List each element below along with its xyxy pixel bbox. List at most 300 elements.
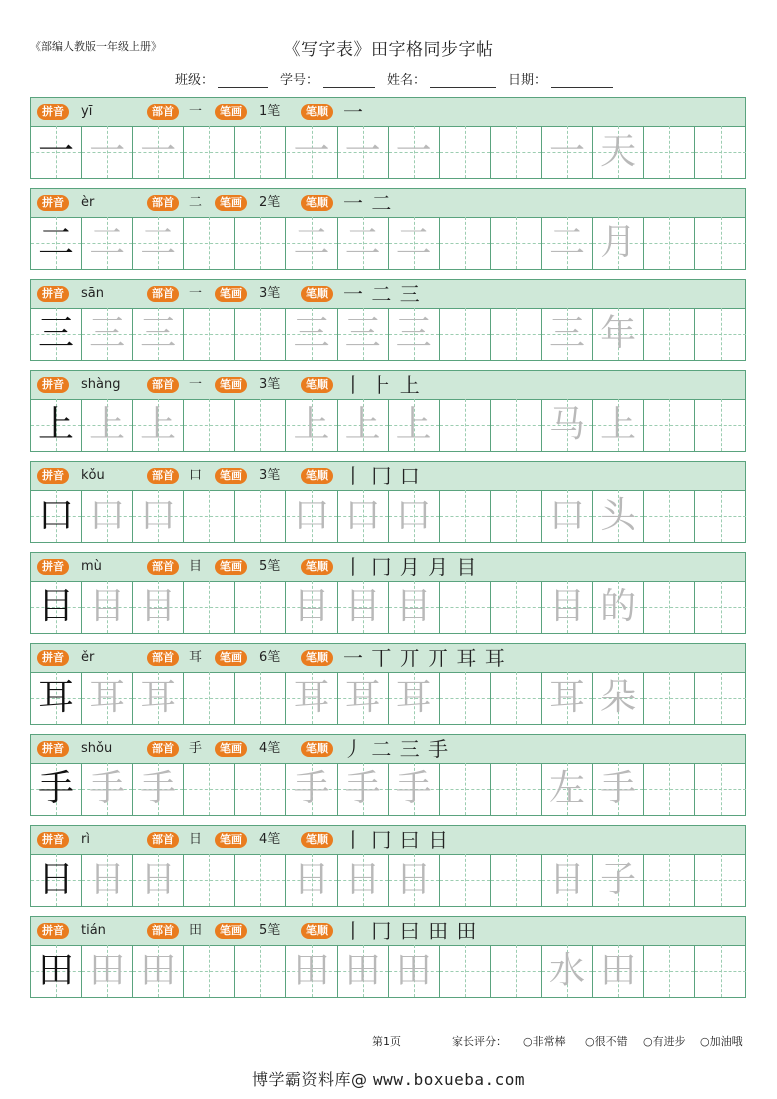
trace-cell[interactable] <box>338 308 389 360</box>
stroke-order-text: 丨 冂 月 月 目 <box>343 555 478 579</box>
trace-cell[interactable] <box>389 217 440 269</box>
writing-cell-empty[interactable] <box>184 126 235 178</box>
pinyin-text: mù <box>81 559 102 574</box>
trace-character: 上 <box>395 404 432 445</box>
tianzige-grid <box>31 854 745 906</box>
model-character-cell[interactable] <box>31 308 82 360</box>
writing-cell-empty[interactable] <box>235 854 286 906</box>
trace-character: 三 <box>89 313 126 354</box>
pinyin-badge: 拼音 <box>37 741 69 757</box>
character-info-header <box>31 553 745 582</box>
model-character: 手 <box>37 768 74 809</box>
writing-cell-empty[interactable] <box>644 490 695 542</box>
stroke-count-badge: 笔画 <box>215 559 247 575</box>
student-info-row <box>175 69 613 88</box>
trace-character: 二 <box>395 222 432 263</box>
character-block <box>30 461 746 543</box>
radical-badge: 部首 <box>147 741 179 757</box>
writing-cell-empty[interactable] <box>440 217 491 269</box>
trace-cell[interactable] <box>82 945 133 997</box>
trace-cell[interactable] <box>338 217 389 269</box>
word-cell[interactable] <box>542 217 593 269</box>
writing-cell-empty[interactable] <box>695 217 746 269</box>
writing-cell-empty[interactable] <box>440 581 491 633</box>
tianzige-grid <box>31 490 745 542</box>
writing-cell-empty[interactable] <box>235 763 286 815</box>
model-character: 口 <box>37 495 74 536</box>
trace-character: 目 <box>293 586 330 627</box>
writing-cell-empty[interactable] <box>184 308 235 360</box>
word-cell[interactable] <box>593 490 644 542</box>
stroke-count-badge: 笔画 <box>215 650 247 666</box>
word-cell[interactable] <box>542 581 593 633</box>
radical-text: 日 <box>189 832 203 847</box>
writing-cell-empty[interactable] <box>440 672 491 724</box>
writing-cell-empty[interactable] <box>644 763 695 815</box>
character-info-header <box>31 917 745 946</box>
writing-cell-empty[interactable] <box>235 945 286 997</box>
word-character: 头 <box>600 495 637 536</box>
trace-cell[interactable] <box>338 581 389 633</box>
writing-cell-empty[interactable] <box>440 126 491 178</box>
model-character: 三 <box>37 313 74 354</box>
word-character: 水 <box>548 950 585 991</box>
writing-cell-empty[interactable] <box>491 672 542 724</box>
writing-cell-empty[interactable] <box>235 490 286 542</box>
trace-cell[interactable] <box>389 399 440 451</box>
trace-character: 三 <box>344 313 381 354</box>
writing-cell-empty[interactable] <box>235 308 286 360</box>
trace-cell[interactable] <box>338 399 389 451</box>
trace-cell[interactable] <box>389 945 440 997</box>
word-cell[interactable] <box>593 581 644 633</box>
name-label: 姓名： <box>387 73 427 88</box>
name-field[interactable] <box>387 69 496 88</box>
trace-cell[interactable] <box>133 672 184 724</box>
trace-character: 一 <box>344 131 381 172</box>
pinyin-badge: 拼音 <box>37 650 69 666</box>
word-cell[interactable] <box>542 945 593 997</box>
character-info-header <box>31 462 745 491</box>
trace-cell[interactable] <box>133 763 184 815</box>
trace-cell[interactable] <box>287 763 338 815</box>
word-character: 的 <box>600 586 637 627</box>
trace-character: 三 <box>395 313 432 354</box>
class-label: 班级： <box>175 73 215 88</box>
trace-cell[interactable] <box>338 490 389 542</box>
trace-character: 耳 <box>140 677 177 718</box>
word-cell[interactable] <box>542 854 593 906</box>
stroke-count-text: 3笔 <box>259 377 281 392</box>
stroke-count-text: 3笔 <box>259 286 281 301</box>
word-character: 手 <box>600 768 637 809</box>
model-character: 二 <box>37 222 74 263</box>
model-character-cell[interactable] <box>31 672 82 724</box>
trace-character: 二 <box>293 222 330 263</box>
character-info-header <box>31 644 745 673</box>
trace-character: 日 <box>140 859 177 900</box>
character-block <box>30 552 746 634</box>
pinyin-badge: 拼音 <box>37 286 69 302</box>
trace-cell[interactable] <box>82 490 133 542</box>
writing-cell-empty[interactable] <box>184 672 235 724</box>
pinyin-text: shǒu <box>81 741 113 756</box>
radical-text: 一 <box>189 104 203 119</box>
word-cell[interactable] <box>593 672 644 724</box>
writing-cell-empty[interactable] <box>491 126 542 178</box>
trace-cell[interactable] <box>82 672 133 724</box>
tianzige-grid <box>31 672 745 724</box>
trace-cell[interactable] <box>338 945 389 997</box>
model-character: 一 <box>37 131 74 172</box>
trace-cell[interactable] <box>389 581 440 633</box>
writing-cell-empty[interactable] <box>184 399 235 451</box>
tianzige-grid <box>31 945 745 997</box>
trace-cell[interactable] <box>389 672 440 724</box>
tianzige-grid <box>31 581 745 633</box>
model-character: 目 <box>37 586 74 627</box>
character-info-header <box>31 826 745 855</box>
trace-character: 手 <box>140 768 177 809</box>
tianzige-grid <box>31 217 745 269</box>
character-block <box>30 279 746 361</box>
pinyin-text: tián <box>81 923 106 938</box>
radical-text: 二 <box>189 195 203 210</box>
stroke-order-badge: 笔顺 <box>301 650 333 666</box>
radical-badge: 部首 <box>147 650 179 666</box>
radical-badge: 部首 <box>147 923 179 939</box>
model-character-cell[interactable] <box>31 763 82 815</box>
writing-cell-empty[interactable] <box>695 581 746 633</box>
site-url: www.boxueba.com <box>373 1070 526 1089</box>
pinyin-text: èr <box>81 195 95 210</box>
writing-cell-empty[interactable] <box>440 854 491 906</box>
radical-text: 口 <box>189 468 203 483</box>
model-character: 田 <box>37 950 74 991</box>
trace-cell[interactable] <box>287 217 338 269</box>
trace-cell[interactable] <box>287 945 338 997</box>
writing-cell-empty[interactable] <box>644 399 695 451</box>
model-character-cell[interactable] <box>31 126 82 178</box>
word-character: 二 <box>548 222 585 263</box>
trace-cell[interactable] <box>389 763 440 815</box>
stroke-count-text: 6笔 <box>259 650 281 665</box>
writing-cell-empty[interactable] <box>184 217 235 269</box>
writing-cell-empty[interactable] <box>491 945 542 997</box>
writing-cell-empty[interactable] <box>235 581 286 633</box>
character-info-header <box>31 189 745 218</box>
pinyin-text: ěr <box>81 650 95 665</box>
word-character: 年 <box>600 313 637 354</box>
stroke-order-badge: 笔顺 <box>301 468 333 484</box>
pinyin-badge: 拼音 <box>37 923 69 939</box>
trace-cell[interactable] <box>389 126 440 178</box>
writing-cell-empty[interactable] <box>235 126 286 178</box>
writing-cell-empty[interactable] <box>235 217 286 269</box>
trace-cell[interactable] <box>389 308 440 360</box>
writing-cell-empty[interactable] <box>644 126 695 178</box>
trace-character: 口 <box>344 495 381 536</box>
trace-cell[interactable] <box>133 581 184 633</box>
trace-character: 日 <box>344 859 381 900</box>
word-cell[interactable] <box>593 945 644 997</box>
writing-cell-empty[interactable] <box>440 308 491 360</box>
page-title: 《写字表》田字格同步字帖 <box>283 40 494 60</box>
word-cell[interactable] <box>542 399 593 451</box>
writing-cell-empty[interactable] <box>491 399 542 451</box>
character-block <box>30 97 746 179</box>
trace-cell[interactable] <box>287 672 338 724</box>
pinyin-badge: 拼音 <box>37 377 69 393</box>
writing-cell-empty[interactable] <box>440 490 491 542</box>
stroke-order-text: 一 二 <box>343 191 393 215</box>
word-cell[interactable] <box>542 490 593 542</box>
stroke-order-badge: 笔顺 <box>301 559 333 575</box>
pinyin-badge: 拼音 <box>37 195 69 211</box>
writing-cell-empty[interactable] <box>440 763 491 815</box>
stroke-count-text: 5笔 <box>259 923 281 938</box>
model-character-cell[interactable] <box>31 399 82 451</box>
word-character: 口 <box>548 495 585 536</box>
trace-cell[interactable] <box>133 399 184 451</box>
stroke-count-text: 3笔 <box>259 468 281 483</box>
trace-cell[interactable] <box>82 854 133 906</box>
trace-cell[interactable] <box>133 217 184 269</box>
radical-text: 耳 <box>189 650 203 665</box>
pinyin-text: kǒu <box>81 468 105 483</box>
radical-badge: 部首 <box>147 104 179 120</box>
radical-badge: 部首 <box>147 377 179 393</box>
writing-cell-empty[interactable] <box>491 854 542 906</box>
stroke-count-badge: 笔画 <box>215 468 247 484</box>
trace-cell[interactable] <box>82 217 133 269</box>
model-character: 耳 <box>37 677 74 718</box>
trace-character: 手 <box>395 768 432 809</box>
stroke-count-badge: 笔画 <box>215 286 247 302</box>
trace-character: 田 <box>140 950 177 991</box>
writing-cell-empty[interactable] <box>695 672 746 724</box>
writing-cell-empty[interactable] <box>695 490 746 542</box>
word-character: 目 <box>548 586 585 627</box>
word-cell[interactable] <box>593 854 644 906</box>
trace-cell[interactable] <box>389 490 440 542</box>
tianzige-grid <box>31 126 745 178</box>
writing-cell-empty[interactable] <box>695 399 746 451</box>
word-character: 日 <box>548 859 585 900</box>
writing-cell-empty[interactable] <box>491 308 542 360</box>
stroke-count-text: 1笔 <box>259 104 281 119</box>
character-block <box>30 916 746 998</box>
stroke-order-text: 丨 冂 曰 日 <box>343 828 450 852</box>
writing-cell-empty[interactable] <box>644 945 695 997</box>
trace-character: 上 <box>140 404 177 445</box>
trace-cell[interactable] <box>338 854 389 906</box>
parent-rating-label: 家长评分： <box>452 1035 507 1048</box>
trace-cell[interactable] <box>287 490 338 542</box>
site-watermark <box>0 1067 777 1090</box>
stroke-count-badge: 笔画 <box>215 741 247 757</box>
trace-cell[interactable] <box>82 126 133 178</box>
trace-character: 手 <box>344 768 381 809</box>
word-cell[interactable] <box>593 763 644 815</box>
trace-character: 口 <box>89 495 126 536</box>
trace-character: 目 <box>89 586 126 627</box>
edition-label: 《部编人教版一年级上册》 <box>30 40 162 53</box>
stroke-count-text: 4笔 <box>259 741 281 756</box>
word-character: 子 <box>600 859 637 900</box>
trace-cell[interactable] <box>82 581 133 633</box>
date-field[interactable] <box>508 69 613 88</box>
trace-cell[interactable] <box>287 854 338 906</box>
student-number-field[interactable] <box>280 69 375 88</box>
trace-character: 耳 <box>293 677 330 718</box>
word-character: 朵 <box>600 677 637 718</box>
model-character-cell[interactable] <box>31 490 82 542</box>
stroke-count-text: 2笔 <box>259 195 281 210</box>
word-cell[interactable] <box>593 308 644 360</box>
rating-option-progress[interactable]: ○有进步 <box>643 1035 686 1048</box>
trace-cell[interactable] <box>133 308 184 360</box>
rating-option-excellent[interactable]: ○非常棒 <box>523 1035 566 1048</box>
writing-cell-empty[interactable] <box>695 945 746 997</box>
character-block <box>30 370 746 452</box>
stroke-order-text: 丨 冂 口 <box>343 464 421 488</box>
trace-character: 日 <box>89 859 126 900</box>
pinyin-text: shàng <box>81 377 121 392</box>
writing-cell-empty[interactable] <box>184 763 235 815</box>
trace-cell[interactable] <box>133 854 184 906</box>
word-character: 左 <box>548 768 585 809</box>
trace-cell[interactable] <box>82 308 133 360</box>
trace-character: 田 <box>89 950 126 991</box>
character-block <box>30 825 746 907</box>
writing-cell-empty[interactable] <box>695 763 746 815</box>
trace-cell[interactable] <box>287 126 338 178</box>
writing-cell-empty[interactable] <box>184 490 235 542</box>
trace-cell[interactable] <box>82 399 133 451</box>
writing-cell-empty[interactable] <box>695 854 746 906</box>
word-character: 三 <box>548 313 585 354</box>
trace-cell[interactable] <box>287 581 338 633</box>
stroke-order-badge: 笔顺 <box>301 195 333 211</box>
pinyin-text: sān <box>81 286 104 301</box>
trace-character: 口 <box>395 495 432 536</box>
word-cell[interactable] <box>542 672 593 724</box>
site-name: 博学霸资料库@ <box>251 1070 368 1089</box>
trace-character: 日 <box>293 859 330 900</box>
writing-cell-empty[interactable] <box>184 581 235 633</box>
tianzige-grid <box>31 399 745 451</box>
writing-cell-empty[interactable] <box>440 945 491 997</box>
model-character-cell[interactable] <box>31 217 82 269</box>
writing-cell-empty[interactable] <box>184 854 235 906</box>
radical-text: 目 <box>189 559 203 574</box>
trace-character: 目 <box>140 586 177 627</box>
model-character-cell[interactable] <box>31 945 82 997</box>
trace-cell[interactable] <box>133 126 184 178</box>
pinyin-badge: 拼音 <box>37 468 69 484</box>
character-info-header <box>31 98 745 127</box>
model-character-cell[interactable] <box>31 854 82 906</box>
writing-cell-empty[interactable] <box>491 217 542 269</box>
trace-character: 日 <box>395 859 432 900</box>
writing-cell-empty[interactable] <box>644 854 695 906</box>
trace-cell[interactable] <box>338 763 389 815</box>
word-character: 田 <box>600 950 637 991</box>
trace-character: 上 <box>344 404 381 445</box>
writing-cell-empty[interactable] <box>644 581 695 633</box>
word-cell[interactable] <box>593 399 644 451</box>
writing-cell-empty[interactable] <box>491 763 542 815</box>
stroke-order-text: 丨 冂 曰 田 田 <box>343 919 478 943</box>
trace-cell[interactable] <box>389 854 440 906</box>
radical-badge: 部首 <box>147 195 179 211</box>
trace-cell[interactable] <box>287 399 338 451</box>
trace-character: 口 <box>293 495 330 536</box>
trace-cell[interactable] <box>287 308 338 360</box>
stroke-order-text: 一 丅 丌 丌 耳 耳 <box>343 646 506 670</box>
word-cell[interactable] <box>593 217 644 269</box>
trace-cell[interactable] <box>338 672 389 724</box>
trace-cell[interactable] <box>133 945 184 997</box>
word-character: 马 <box>548 404 585 445</box>
trace-character: 一 <box>140 131 177 172</box>
trace-character: 二 <box>344 222 381 263</box>
writing-cell-empty[interactable] <box>491 581 542 633</box>
stroke-count-badge: 笔画 <box>215 377 247 393</box>
writing-cell-empty[interactable] <box>235 672 286 724</box>
writing-cell-empty[interactable] <box>644 308 695 360</box>
date-label: 日期： <box>508 73 548 88</box>
word-character: 天 <box>600 131 637 172</box>
trace-character: 一 <box>293 131 330 172</box>
writing-cell-empty[interactable] <box>491 490 542 542</box>
writing-cell-empty[interactable] <box>440 399 491 451</box>
stroke-count-text: 5笔 <box>259 559 281 574</box>
writing-cell-empty[interactable] <box>644 217 695 269</box>
word-cell[interactable] <box>542 126 593 178</box>
trace-character: 二 <box>140 222 177 263</box>
trace-cell[interactable] <box>82 763 133 815</box>
stroke-order-text: 一 二 三 <box>343 282 421 306</box>
writing-cell-empty[interactable] <box>235 399 286 451</box>
word-character: 一 <box>548 131 585 172</box>
writing-cell-empty[interactable] <box>695 126 746 178</box>
trace-character: 三 <box>293 313 330 354</box>
trace-character: 目 <box>395 586 432 627</box>
model-character-cell[interactable] <box>31 581 82 633</box>
trace-character: 田 <box>395 950 432 991</box>
trace-character: 手 <box>89 768 126 809</box>
trace-character: 一 <box>395 131 432 172</box>
writing-cell-empty[interactable] <box>184 945 235 997</box>
word-character: 上 <box>600 404 637 445</box>
word-cell[interactable] <box>542 763 593 815</box>
character-info-header <box>31 735 745 764</box>
word-cell[interactable] <box>593 126 644 178</box>
rating-option-keep-going[interactable]: ○加油哦 <box>700 1035 743 1048</box>
word-cell[interactable] <box>542 308 593 360</box>
writing-cell-empty[interactable] <box>695 308 746 360</box>
trace-cell[interactable] <box>133 490 184 542</box>
trace-cell[interactable] <box>338 126 389 178</box>
rating-option-good[interactable]: ○很不错 <box>585 1035 628 1048</box>
trace-character: 口 <box>140 495 177 536</box>
radical-badge: 部首 <box>147 559 179 575</box>
class-field[interactable] <box>175 69 268 88</box>
writing-cell-empty[interactable] <box>644 672 695 724</box>
radical-badge: 部首 <box>147 468 179 484</box>
